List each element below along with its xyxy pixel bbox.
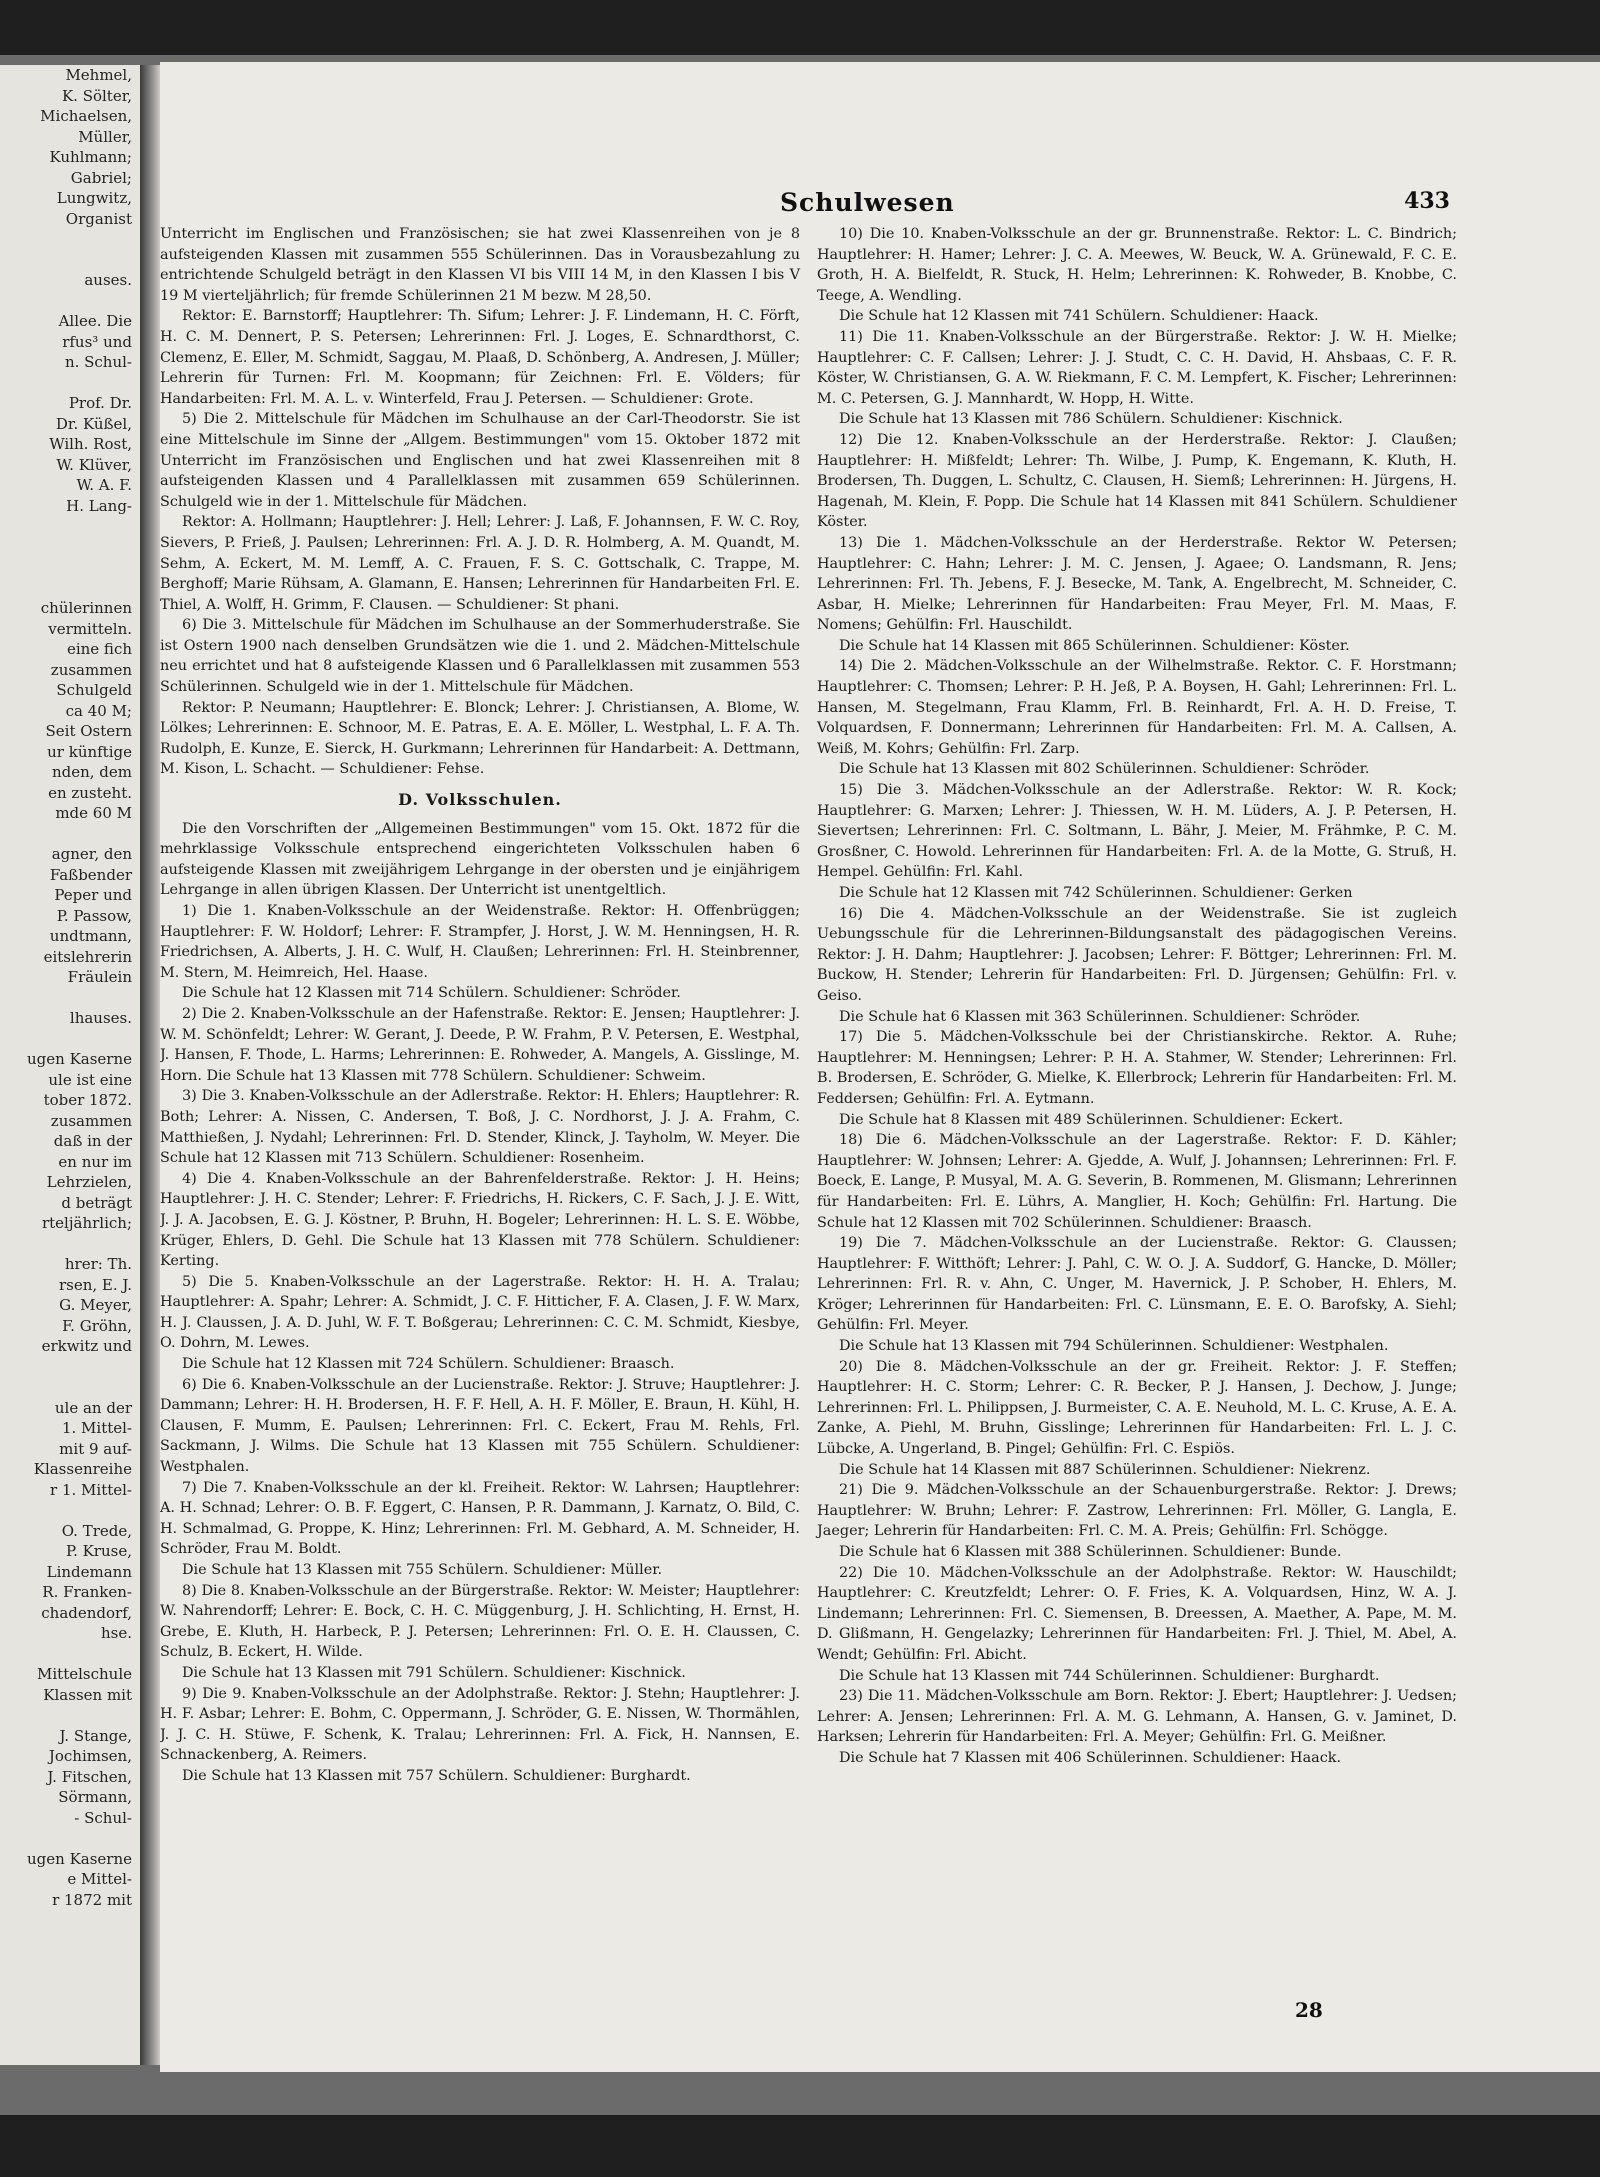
paragraph: 14) Die 2. Mädchen-Volksschule an der Wilhelmstraße. Rektor. C. F. Horstmann; Hauptlehrer: C. Thomsen; Lehrer: P. H. Jeß, P. A. Boysen, H. Gahl; Lehrerinnen: Frl. L. Hansen, M. Stegelmann, Frau Klamm, Frl. B. Reinhardt, Frl. A. H. D. Freise, T. Volquardsen, F. Donnermann; Lehrerinnen für Handarbeiten: Frl. M. A. Callsen, A. Weiß, M. Kohrs; Gehülfin: Frl. Zarp. <box>817 658 1457 757</box>
paragraph: 23) Die 11. Mädchen-Volksschule am Born. Rektor: J. Ebert; Hauptlehrer: J. Uedsen; Lehrer: A. Jensen; Lehrerinnen: Frl. A. M. G. Lehmann, A. Hansen, G. v. Jaminet, D. Harksen; Lehrerin für Handarbeiten: Frl. A. Meyer; Gehülfin: Frl. G. Meißner. <box>817 1688 1457 1746</box>
left-page-line: Klassen mit <box>43 1685 132 1704</box>
left-page-line: r 1872 mit <box>52 1890 132 1909</box>
left-page-line: Dr. Küßel, <box>55 414 132 433</box>
left-page-line: Seit Ostern <box>45 722 132 740</box>
left-page-line: rteljährlich; <box>41 1214 132 1232</box>
left-page-line: P. Kruse, <box>66 1542 132 1560</box>
left-page-line: en nur im <box>58 1152 132 1171</box>
paragraph: Die den Vorschriften der „Allgemeinen Bestimmungen" vom 15. Okt. 1872 für die mehrklassige Volksschule entsprechend eingerichteten Volksschulen haben 6 aufsteigende Klassen mit zweijährigem Lehrgange in der obersten und je einjährigem Lehrgange in allen übrigen Klassen. Der Unterricht ist unentgeltlich. <box>160 820 800 899</box>
left-page-line: Lungwitz, <box>56 189 132 207</box>
paragraph: Die Schule hat 14 Klassen mit 865 Schülerinnen. Schuldiener: Köster. <box>839 637 1350 654</box>
paragraph: Die Schule hat 13 Klassen mit 757 Schülern. Schuldiener: Burghardt. <box>182 1767 691 1784</box>
left-page-line: Mehmel, <box>65 66 132 84</box>
left-page-line: erkwitz und <box>41 1337 132 1355</box>
left-page-line <box>0 1234 140 1255</box>
left-page-line: W. Klüver, <box>56 455 132 474</box>
paragraph: 12) Die 12. Knaben-Volksschule an der Herderstraße. Rektor: J. Claußen; Hauptlehrer: H. Mißfeldt; Lehrer: Th. Wilbe, J. Pump, K. Engemann, K. Kluth, H. Brodersen, Th. Duggen, L. Schultz, C. Clausen, H. Siemß; Lehrerinnen: H. Jürgens, H. Hagenah, M. Klein, F. Popp. Die Schule hat 14 Klassen mit 841 Schülern. Schuldiener Köster. <box>817 431 1457 531</box>
paragraph: 21) Die 9. Mädchen-Volksschule an der Schauenburgerstraße. Rektor: J. Drews; Hauptlehrer: W. Bruhn; Lehrer: F. Zastrow, Lehrerinnen: Frl. Möller, G. Langla, E. Jaeger; Lehrerin für Handarbeiten: Frl. C. M. A. Preis; Gehülfin: Frl. Schögge. <box>817 1482 1457 1540</box>
left-page-line: Lehrzielen, <box>46 1173 132 1191</box>
paragraph: 5) Die 2. Mittelschule für Mädchen im Schulhause an der Carl-Theodorstr. Sie ist eine Mittelschule im Sinne der „Allgem. Bestimmungen" vom 15. Oktober 1872 mit Unterricht im Französischen und Englischen und hat zwei Klassenreihen mit 8 aufsteigenden Klassen und 4 Parallelklassen mit zusammen 659 Schülerinnen. Schulgeld wie in der 1. Mittelschule für Mädchen. <box>160 411 800 510</box>
left-page-line: eitslehrerin <box>43 947 132 966</box>
paragraph: Die Schule hat 13 Klassen mit 802 Schülerinnen. Schuldiener: Schröder. <box>839 761 1370 778</box>
paragraph: 7) Die 7. Knaben-Volksschule an der kl. Freiheit. Rektor: W. Lahrsen; Hauptlehrer: A. H. Schnad; Lehrer: O. B. F. Eggert, C. Hansen, P. R. Dammann, J. Karnatz, O. Bild, C. H. Schmalmad, G. Proppe, K. Hinz; Lehrerinnen: Frl. M. Gebhard, A. M. Schneider, H. Schröder, Frau M. Boldt. <box>160 1479 800 1558</box>
signature-mark: 28 <box>1295 1998 1323 2022</box>
left-page-line: Müller, <box>78 127 132 146</box>
left-page-line: ur künftige <box>47 742 132 761</box>
left-page-line: Michaelsen, <box>40 107 132 125</box>
left-page-line: e Mittel- <box>67 1870 132 1888</box>
left-page-line <box>0 537 140 558</box>
left-page-line <box>0 516 140 537</box>
left-page-line <box>0 250 140 271</box>
left-page-line: G. Meyer, <box>59 1296 132 1314</box>
left-page-line: Wilh. Rost, <box>49 435 132 453</box>
left-page-line: daß in der <box>53 1132 132 1150</box>
left-page-line: 1. Mittel- <box>61 1419 132 1437</box>
left-page-line: ule an der <box>54 1398 132 1417</box>
paragraph: 13) Die 1. Mädchen-Volksschule an der Herderstraße. Rektor W. Petersen; Hauptlehrer: C. Hahn; Lehrer: J. M. C. Jensen, J. Agaee; O. Landsmann, R. Jens; Lehrerinnen: Frl. Th. Jebens, F. J. Besecke, M. Tank, A. Engelbrecht, M. Schneider, C. Asbar, H. Mielke; Lehrerinnen für Handarbeiten: Frau Meyer, Frl. M. Maas, F. Nomens; Gehülfin: Frl. Hauschildt. <box>817 534 1457 634</box>
left-page-line: W. A. F. <box>76 476 132 494</box>
left-page-line <box>0 1357 140 1378</box>
paragraph: Die Schule hat 12 Klassen mit 742 Schülerinnen. Schuldiener: Gerken <box>839 885 1353 901</box>
left-page-line <box>0 578 140 599</box>
paragraph: Rektor: P. Neumann; Hauptlehrer: E. Blonck; Lehrer: J. Christiansen, A. Blome, W. Lölkes; Lehrerinnen: E. Schnoor, M. E. Patras, E. A. E. Möller, L. Westphal, L. F. A. Th. Rudolph, E. Kunze, E. Sierck, H. Gurkmann; Lehrerinnen für Handarbeit: A. Dettmann, M. Kison, L. Schacht. — Schuldiener: Fehse. <box>160 699 800 778</box>
paragraph: 3) Die 3. Knaben-Volksschule an der Adlerstraße. Rektor: H. Ehlers; Hauptlehrer: R. Both; Lehrer: A. Nissen, C. Andersen, T. Boß, J. C. Nordhorst, J. J. A. Frahm, C. Matthießen, J. Nydahl; Lehrerinnen: Frl. D. Stender, Klinck, J. Tayholm, W. Meyer. Die Schule hat 12 Klassen mit 713 Schülern. Schuldiener: Rosenheim. <box>160 1088 800 1167</box>
left-page-line <box>0 1377 140 1398</box>
left-page-line: P. Passow, <box>56 906 132 925</box>
paragraph: 15) Die 3. Mädchen-Volksschule an der Adlerstraße. Rektor: W. R. Kock; Hauptlehrer: G. Marxen; Lehrer: J. Thiessen, W. H. M. Lüders, A. J. P. Petersen, H. Sievertsen; Lehrerinnen: Frl. C. Soltmann, L. Bähr, J. Meier, M. Frähmke, P. C. M. Grosßner, C. Howold. Lehrerinnen für Handarbeiten: Frl. A. de la Motte, G. Struß, H. Hempel. Gehülfin: Frl. Kahl. <box>817 782 1457 881</box>
left-page-line: Klassenreihe <box>33 1460 132 1478</box>
left-page-line <box>0 1500 140 1521</box>
paragraph: Die Schule hat 13 Klassen mit 755 Schülern. Schuldiener: Müller. <box>182 1562 663 1578</box>
left-page-line: r 1. Mittel- <box>50 1480 132 1499</box>
page-number: 433 <box>1404 188 1450 214</box>
left-page-line: lhauses. <box>69 1009 132 1027</box>
left-page-line: tober 1872. <box>43 1091 132 1109</box>
paragraph: 16) Die 4. Mädchen-Volksschule an der Weidenstraße. Sie ist zugleich Uebungsschule für die Lehrerinnen-Bildungsanstalt des pädagogischen Vereins. Rektor: J. H. Dahm; Hauptlehrer: J. Jacobsen; Lehrer: F. Böttger; Lehrerinnen: Frl. M. Buckow, H. Stender; Lehrerin für Handarbeiten: Frl. D. Jürgensen; Gehülfin: Frl. v. Geiso. <box>817 905 1457 1004</box>
paragraph: Die Schule hat 6 Klassen mit 388 Schülerinnen. Schuldiener: Bunde. <box>839 1544 1342 1560</box>
left-page-line: Kuhlmann; <box>49 148 132 166</box>
paragraph: 20) Die 8. Mädchen-Volksschule an der gr. Freiheit. Rektor: J. F. Steffen; Hauptlehrer: H. C. Storm; Lehrer: C. R. Becker, P. J. Hansen, J. Dechow, J. Junge; Lehrerinnen: Frl. L. Philippsen, J. Burmeister, C. A. E. Neuhold, M. L. C. Kruse, A. E. A. Zanke, A. Piehl, M. Bruhn, Gisslinge; Lehrerinnen für Handarbeiten: Frl. L. J. C. Lübcke, A. Ungerland, B. Pingel; Gehülfin: Frl. C. Espiös. <box>817 1358 1457 1458</box>
left-page-line <box>0 229 140 250</box>
left-page-line <box>0 1705 140 1726</box>
paragraph: Rektor: A. Hollmann; Hauptlehrer: J. Hell; Lehrer: J. Laß, F. Johannsen, F. W. C. Roy, Sievers, P. Frieß, J. Paulsen; Lehrerinnen: Frl. A. J. D. R. Holmberg, A. M. Quandt, M. Sehm, A. Eckert, M. M. Lemff, A. C. Frauen, F. S. C. Gottschalk, C. Trappe, M. Berghoff; Marie Rühsam, A. Glamann, E. Hansen; Lehrerinnen für Handarbeiten Frl. E. Thiel, A. Wolff, H. Grimm, F. Clausen. — Schuldiener: St phani. <box>160 514 800 613</box>
paragraph: Unterricht im Englischen und Französischen; sie hat zwei Klassenreihen von je 8 aufsteigenden Klassen mit zusammen 555 Schülerinnen. Das in Vorausbezahlung zu entrichtende Schulgeld beträgt in den Klassen VI bis VIII 14 M, in den Klassen I bis V 19 M vierteljährlich; für fremde Schülerinnen 21 M bezw. M 28,50. <box>160 226 800 304</box>
paragraph: 19) Die 7. Mädchen-Volksschule an der Lucienstraße. Rektor: G. Claussen; Hauptlehrer: F. Witthöft; Lehrer: J. Pahl, C. W. O. J. A. Suddorf, G. Hancke, D. Möller; Lehrerinnen: Frl. R. v. Ahn, C. Unger, M. Havernick, J. P. Schober, H. Ehlers, M. Kröger; Lehrerinnen für Handarbeiten: Frl. C. Lünsmann, E. E. O. Barofsky, A. Siehl; Gehülfin: Frl. Meyer. <box>817 1235 1457 1334</box>
running-title: Schulwesen <box>780 188 955 217</box>
left-page-line: eine fich <box>66 640 132 658</box>
paragraph: 5) Die 5. Knaben-Volksschule an der Lagerstraße. Rektor: H. H. A. Tralau; Hauptlehrer: A. Spahr; Lehrer: A. Schmidt, J. C. F. Hitticher, F. A. Clasen, J. F. W. Marx, H. J. Claussen, J. A. D. Juhl, W. F. T. Boßgerau; Lehrerinnen: C. C. M. Schmidt, Kiesbye, O. Dohrn, M. Lewes. <box>160 1273 800 1352</box>
book-gutter <box>140 65 160 2065</box>
left-page-line <box>0 988 140 1009</box>
left-page-line <box>0 373 140 394</box>
paragraph: 22) Die 10. Mädchen-Volksschule an der Adolphstraße. Rektor: W. Hauschildt; Hauptlehrer: C. Kreutzfeldt; Lehrer: O. F. Fries, K. A. Volquardsen, Hinz, W. A. J. Lindemann; Lehrerinnen: Frl. C. Siemensen, B. Dreessen, A. Maether, A. Pape, M. M. D. Glißmann, H. Gengelazky; Lehrerinnen für Handarbeiten: Frl. J. Thiel, M. Abel, A. Wendt; Gehülfin: Frl. Abicht. <box>817 1564 1457 1663</box>
left-page-line: J. Fitschen, <box>47 1767 132 1786</box>
left-page-line: F. Gröhn, <box>62 1316 132 1335</box>
left-page-line: mde 60 M <box>55 804 132 822</box>
left-page-line: Schulgeld <box>56 681 132 699</box>
left-page-line: ule ist eine <box>48 1070 132 1089</box>
left-page-line: ugen Kaserne <box>27 1849 132 1868</box>
left-page-line: O. Trede, <box>61 1521 132 1540</box>
paragraph: Die Schule hat 13 Klassen mit 786 Schülern. Schuldiener: Kischnick. <box>839 411 1343 428</box>
left-page-line: chülerinnen <box>40 599 132 617</box>
left-page-line <box>0 824 140 845</box>
paragraph: 6) Die 6. Knaben-Volksschule an der Lucienstraße. Rektor: J. Struve; Hauptlehrer: J. Dammann; Lehrer: H. H. Brodersen, H. F. F. Hell, A. H. F. Möller, E. Braun, H. Kühl, H. Clausen, F. Mumm, E. Paulsen; Lehrerinnen: Frl. C. Eckert, Frau M. Rehls, Frl. Sackmann, J. Wilms. Die Schule hat 13 Klassen mit 755 Schülern. Schuldiener: Westphalen. <box>160 1376 800 1476</box>
left-page-line: - Schul- <box>74 1808 132 1827</box>
left-page-line: Faßbender <box>49 865 132 884</box>
paragraph: Die Schule hat 8 Klassen mit 489 Schülerinnen. Schuldiener: Eckert. <box>839 1111 1344 1128</box>
paragraph: Die Schule hat 13 Klassen mit 791 Schülern. Schuldiener: Kischnick. <box>182 1664 686 1681</box>
paragraph: 9) Die 9. Knaben-Volksschule an der Adolphstraße. Rektor: J. Stehn; Hauptlehrer: J. H. F. Asbar; Lehrer: E. Bohm, C. Oppermann, J. Schröder, G. E. Nissen, W. Thormählen, J. J. C. H. Stüwe, F. Schenk, K. Tralau; Lehrerinnen: Frl. A. Fick, H. Nannsen, E. Schnackenberg, A. Reimers. <box>160 1685 800 1764</box>
left-page-line: zusammen <box>50 1111 132 1130</box>
left-page-line: chadendorf, <box>41 1603 132 1622</box>
left-page-line <box>0 557 140 578</box>
paragraph: 11) Die 11. Knaben-Volksschule an der Bürgerstraße. Rektor: J. W. H. Mielke; Hauptlehrer: C. F. Callsen; Lehrer: J. J. Studt, C. C. H. David, H. Ahsbaas, C. F. R. Köster, W. Christiansen, G. A. W. Riekmann, F. C. M. Lempfert, K. Fischer; Lehrerinnen: M. C. Petersen, G. J. Mannhardt, W. Hopp, H. Witte. <box>817 328 1457 407</box>
paragraph: 4) Die 4. Knaben-Volksschule an der Bahrenfelderstraße. Rektor: J. H. Heins; Hauptlehrer: J. H. C. Stender; Lehrer: F. Friedrichs, H. Rickers, C. F. Sach, J. J. E. Witt, J. J. A. Jacobsen, E. G. J. Köstner, P. Bruhn, H. Bogeler; Lehrerinnen: H. L. S. E. Wöbbe, Krüger, Ehlers, D. Gehl. Die Schule hat 13 Klassen mit 778 Schülern. Schuldiener: Kerting. <box>160 1170 800 1270</box>
paragraph: Die Schule hat 14 Klassen mit 887 Schülerinnen. Schuldiener: Niekrenz. <box>839 1461 1371 1478</box>
left-page-line: K. Sölter, <box>61 86 132 105</box>
paragraph: Die Schule hat 6 Klassen mit 363 Schülerinnen. Schuldiener: Schröder. <box>839 1008 1361 1025</box>
left-page-line: auses. <box>84 271 132 289</box>
page-header <box>160 182 1450 216</box>
left-page-line: undtmann, <box>49 927 132 945</box>
left-page-line: n. Schul- <box>64 353 132 371</box>
left-page-line: ca 40 M; <box>65 701 132 720</box>
left-page-line <box>0 1828 140 1849</box>
left-page-line: rfus³ und <box>62 332 132 351</box>
left-page-line: Allee. Die <box>58 312 132 330</box>
document-page <box>160 62 1600 2072</box>
paragraph: Die Schule hat 7 Klassen mit 406 Schülerinnen. Schuldiener: Haack. <box>839 1749 1342 1766</box>
paragraph: 10) Die 10. Knaben-Volksschule an der gr. Brunnenstraße. Rektor: L. C. Bindrich; Hauptlehrer: H. Hamer; Lehrer: J. C. A. Meewes, W. Beuck, W. A. Grünewald, F. C. E. Groth, H. A. Bielfeldt, R. Stuck, H. Helm; Lehrerinnen: K. Rohweder, B. Knobbe, C. Teege, A. Wendling. <box>817 226 1457 304</box>
left-page-line: Sörmann, <box>58 1788 132 1806</box>
left-page-line: Lindemann <box>46 1562 132 1581</box>
paragraph: Die Schule hat 13 Klassen mit 794 Schülerinnen. Schuldiener: Westphalen. <box>839 1338 1389 1355</box>
left-page-fragment <box>0 65 140 2065</box>
left-page-line: zusammen <box>50 660 132 679</box>
left-page-line: Fräulein <box>67 968 132 986</box>
paragraph: 1) Die 1. Knaben-Volksschule an der Weidenstraße. Rektor: H. Offenbrüggen; Hauptlehrer: F. W. Holdorf; Lehrer: F. Strampfer, J. Horst, J. W. M. Henningsen, H. R. Friedrichsen, A. Alberts, J. H. C. Wulf, H. Claußen; Lehrerinnen: Frl. H. Steinbrenner, M. Stern, M. Heimreich, Hel. Haase. <box>160 903 800 981</box>
section-heading: D. Volksschulen. <box>398 790 562 810</box>
left-page-line: Peper und <box>54 886 132 904</box>
left-page-line: Organist <box>65 209 132 228</box>
paragraph: Die Schule hat 12 Klassen mit 714 Schülern. Schuldiener: Schröder. <box>182 985 681 1002</box>
paragraph: Die Schule hat 12 Klassen mit 724 Schülern. Schuldiener: Braasch. <box>182 1356 675 1373</box>
left-column <box>160 224 800 1787</box>
paragraph: Die Schule hat 12 Klassen mit 741 Schülern. Schuldiener: Haack. <box>839 308 1319 325</box>
paragraph: 17) Die 5. Mädchen-Volksschule bei der Christianskirche. Rektor. A. Ruhe; Hauptlehrer: M. Henningsen; Lehrer: P. H. A. Stahmer, W. Stender; Lehrerinnen: Frl. B. Brodersen, E. Schröder, G. Mielke, K. Ellerbrock; Lehrerin für Handarbeiten: Frl. M. Feddersen; Gehülfin: Frl. A. Eytmann. <box>817 1029 1457 1107</box>
left-page-line: H. Lang- <box>66 496 132 515</box>
left-page-line: nden, dem <box>51 763 132 781</box>
left-page-line: R. Franken- <box>42 1583 132 1601</box>
left-page-line: en zusteht. <box>48 783 132 802</box>
paragraph: Rektor: E. Barnstorff; Hauptlehrer: Th. Sifum; Lehrer: J. F. Lindemann, H. C. Förft, H. C. M. Dennert, P. S. Petersen; Lehrerinnen: Frl. J. Loges, E. Schnardthorst, C. Clemenz, E. Eller, M. Schmidt, Saggau, M. Plaaß, D. Schönberg, A. Andresen, J. Müller; Lehrerin für Turnen: Frl. M. Koopmann; für Zeichnen: Frl. E. Völders; für Handarbeiten: Frl. M. A. L. v. Winterfeld, Frau J. Petersen. — Schuldiener: Grote. <box>160 308 800 407</box>
left-page-line: Jochimsen, <box>48 1747 132 1765</box>
left-page-line: rsen, E. J. <box>58 1275 132 1294</box>
left-page-line: mit 9 auf- <box>59 1439 132 1458</box>
left-page-line: hrer: Th. <box>64 1255 132 1273</box>
left-page-line: Mittelschule <box>37 1665 132 1683</box>
left-page-line: Prof. Dr. <box>68 394 132 412</box>
left-page-line <box>0 1029 140 1050</box>
paragraph: Die Schule hat 13 Klassen mit 744 Schülerinnen. Schuldiener: Burghardt. <box>839 1667 1380 1684</box>
left-page-line: J. Stange, <box>59 1726 132 1745</box>
paragraph: 8) Die 8. Knaben-Volksschule an der Bürgerstraße. Rektor: W. Meister; Hauptlehrer: W. Nahrendorff; Lehrer: E. Bock, C. H. C. Müggenburg, J. H. Schlichting, H. Ernst, H. Grebe, E. Kluth, H. Harbeck, P. J. Petersen; Lehrerinnen: Frl. O. E. H. Claussen, C. Schulz, B. Eckert, H. Wilde. <box>160 1582 800 1661</box>
left-page-line: Gabriel; <box>70 168 132 187</box>
left-page-line: d beträgt <box>61 1193 132 1212</box>
paragraph: 18) Die 6. Mädchen-Volksschule an der Lagerstraße. Rektor: F. D. Kähler; Hauptlehrer: W. Johnsen; Lehrer: A. Gjedde, A. Wulf, J. Johannsen; Lehrerinnen: Frl. F. Boeck, E. Lange, P. Musyal, M. A. G. Severin, B. Rommenen, M. Glismann; Lehrerinnen für Handarbeiten: Frl. E. Lührs, A. Manglier, H. Koch; Gehülfin: Frl. Hartung. Die Schule hat 12 Klassen mit 702 Schülerinnen. Schuldiener: Braasch. <box>817 1132 1457 1231</box>
left-page-line: ugen Kaserne <box>27 1050 132 1068</box>
left-page-line: agner, den <box>51 845 132 863</box>
left-page-line: vermitteln. <box>48 619 132 638</box>
paragraph: 6) Die 3. Mittelschule für Mädchen im Schulhause an der Sommerhuderstraße. Sie ist Ostern 1900 nach denselben Grundsätzen wie die 1. und 2. Mädchen-Mittelschule neu errichtet und hat 8 aufsteigende Klassen und 6 Parallelklassen mit zusammen 553 Schülerinnen. Schulgeld wie in der 1. Mittelschule für Mädchen. <box>160 617 800 696</box>
left-page-line <box>0 291 140 312</box>
left-page-line: hse. <box>100 1624 132 1642</box>
paragraph: 2) Die 2. Knaben-Volksschule an der Hafenstraße. Rektor: E. Jensen; Hauptlehrer: J. W. M. Schönfeldt; Lehrer: W. Gerant, J. Deede, P. W. Frahm, P. V. Petersen, E. Westphal, J. Hansen, F. Thode, L. Harms; Lehrerinnen: E. Rohweder, A. Mangels, A. Gisslinge, M. Horn. Die Schule hat 13 Klassen mit 778 Schülern. Schuldiener: Schweim. <box>160 1005 800 1084</box>
right-column <box>817 224 1457 1769</box>
left-page-line <box>0 1644 140 1665</box>
